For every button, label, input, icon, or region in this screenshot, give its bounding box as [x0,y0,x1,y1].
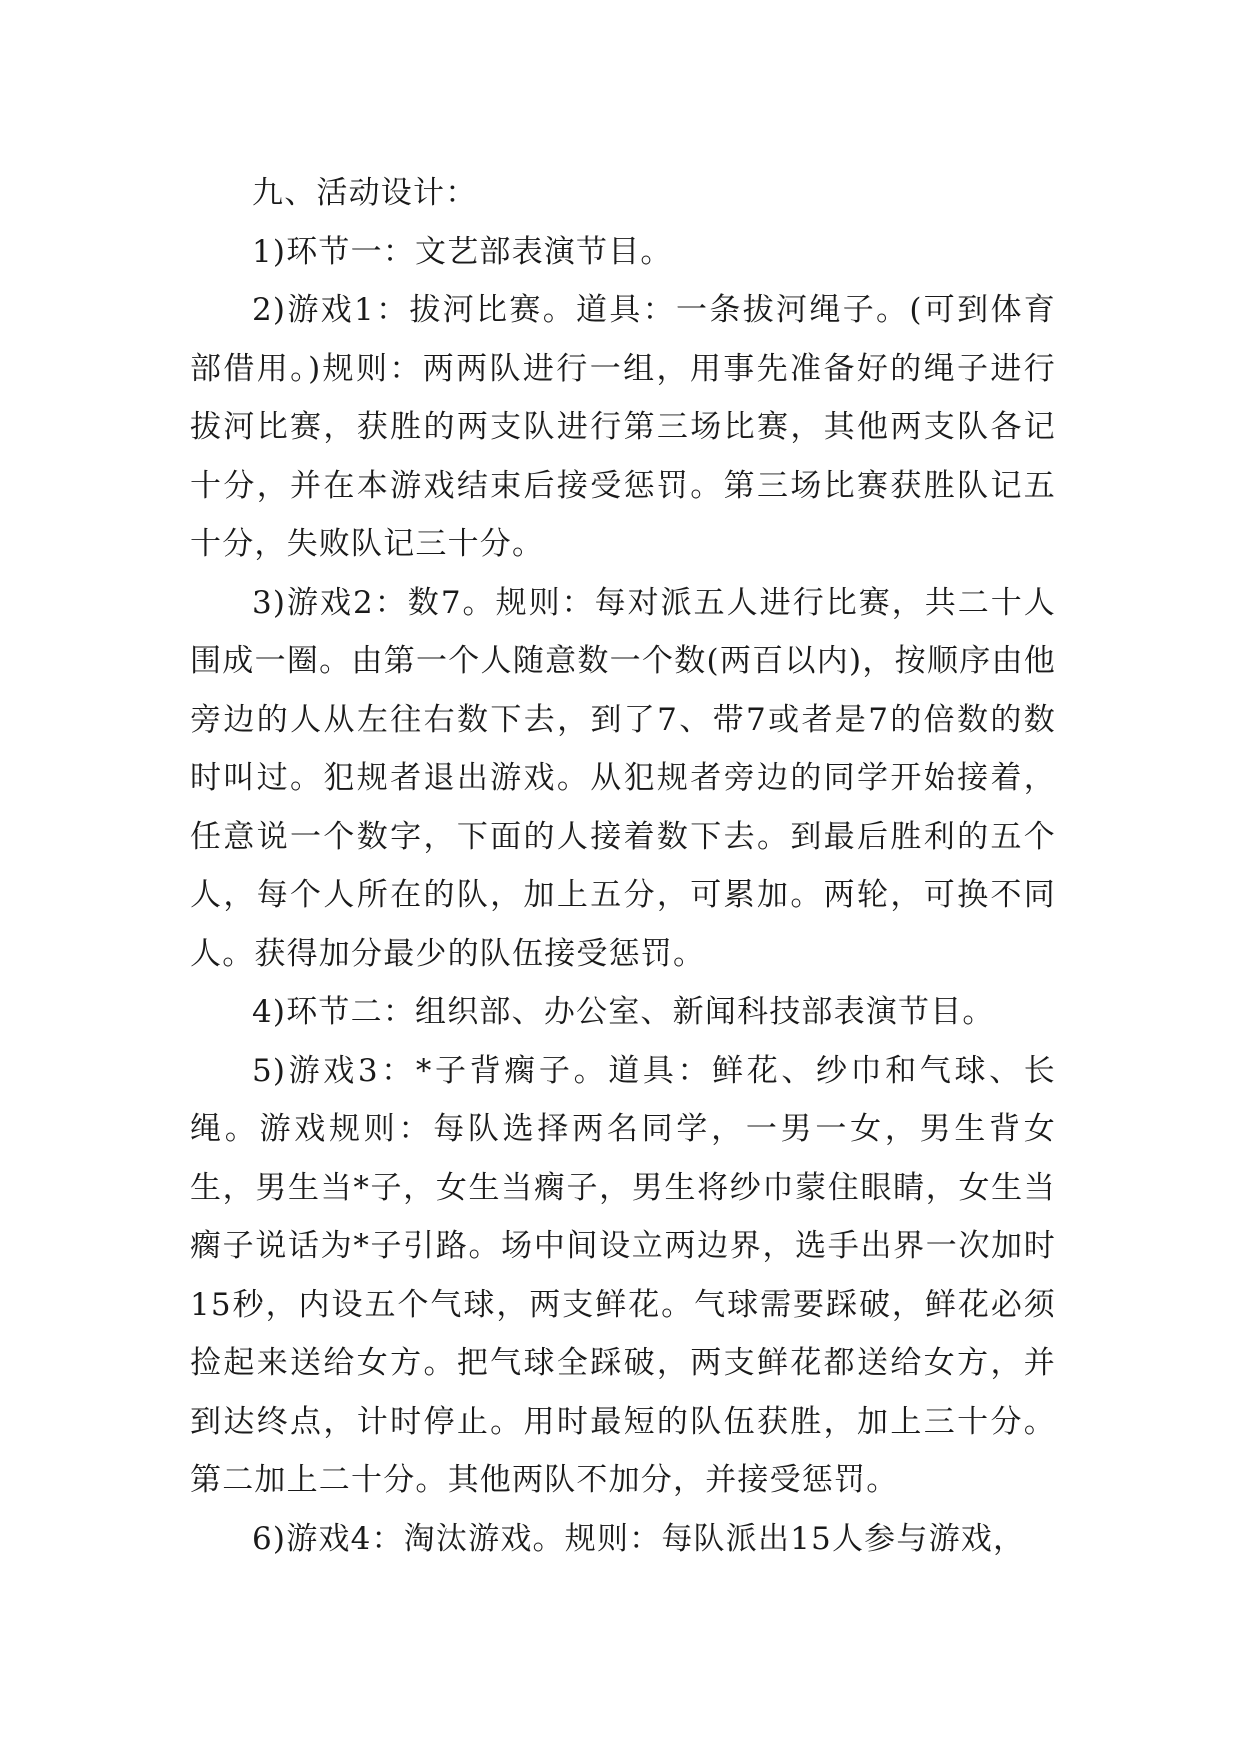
paragraph-step-1: 1)环节一：文艺部表演节目。 [252,233,673,270]
paragraph-game-4: 6)游戏4：淘汰游戏。规则：每队派出15人参与游戏， [252,1520,1026,1557]
document-body [190,164,1056,1568]
paragraph-step-2: 4)环节二：组织部、办公室、新闻科技部表演节目。 [252,994,995,1030]
paragraph-game-3: 5)游戏3：*子背瘸子。道具：鲜花、纱巾和气球、长绳。游戏规则：每队选择两名同学，一男一女，男生背女生，男生当*子，女生当瘸子，男生将纱巾蒙住眼睛，女生当瘸子说话为*子引路。场中间设立两边界，选手出界一次加时15秒，内设五个气球，两支鲜花。气球需要踩破，鲜花必须捡起来送给女方。把气球全踩破，两支鲜花都送给女方，并到达终点，计时停止。用时最短的队伍获胜，加上三十分。第二加上二十分。其他两队不加分，并接受惩罚。 [190,1052,1056,1498]
section-heading: 九、活动设计： [252,175,478,211]
paragraph-game-1: 2)游戏1：拔河比赛。道具：一条拔河绳子。(可到体育部借用。)规则：两两队进行一组，用事先准备好的绳子进行拔河比赛，获胜的两支队进行第三场比赛，其他两支队各记十分，并在本游戏结束后接受惩罚。第三场比赛获胜队记五十分，失败队记三十分。 [190,292,1056,562]
paragraph-game-2: 3)游戏2：数7。规则：每对派五人进行比赛，共二十人围成一圈。由第一个人随意数一个数(两百以内)，按顺序由他旁边的人从左往右数下去，到了7、带7或者是7的倍数的数时叫过。犯规者退出游戏。从犯规者旁边的同学开始接着，任意说一个数字，下面的人接着数下去。到最后胜利的五个人，每个人所在的队，加上五分，可累加。两轮，可换不同人。获得加分最少的队伍接受惩罚。 [190,584,1056,972]
